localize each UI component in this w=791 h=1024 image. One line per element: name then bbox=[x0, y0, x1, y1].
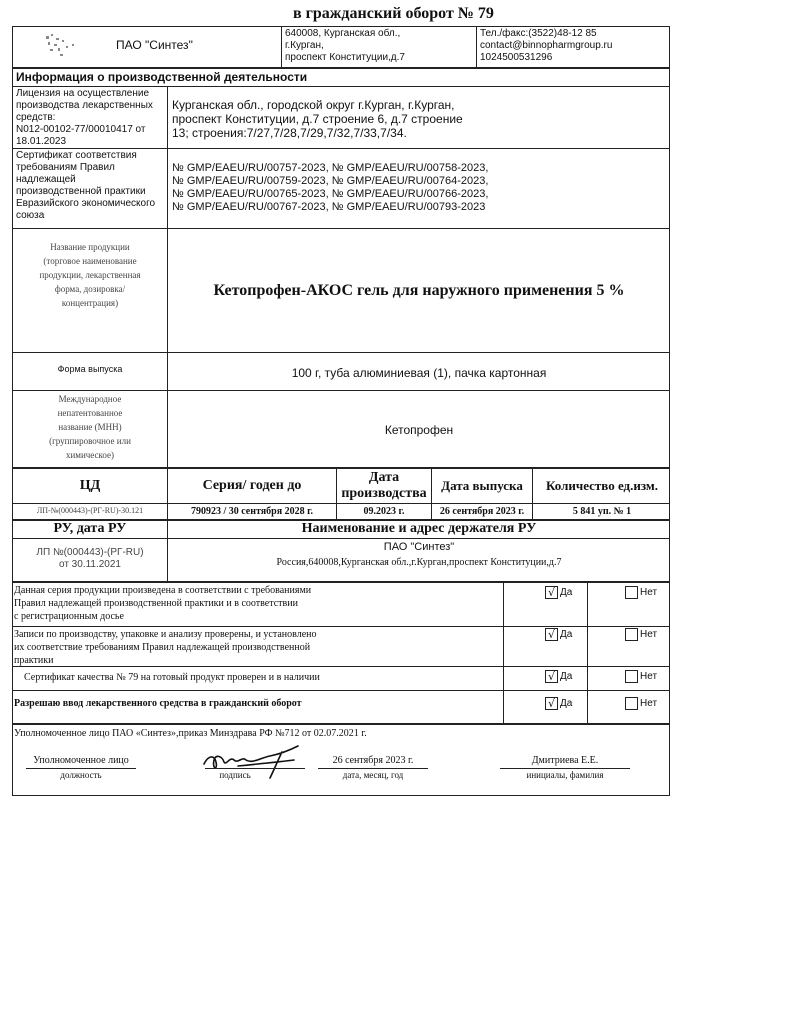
header-production-date: Дата производства bbox=[341, 470, 427, 501]
inn-value: Кетопрофен bbox=[384, 423, 454, 437]
section-title: Информация о производственной деятельности bbox=[16, 70, 308, 84]
cell-release-date: 26 сентября 2023 г. bbox=[439, 506, 525, 517]
gmp-label: Сертификат соответствия требованиям Правил надлежащей производственной практики Евразийского экономического союза bbox=[16, 150, 156, 221]
check-2-text: Записи по производству, упаковке и анализу проверены, и установлено их соответствие требованиям Правил надлежащей производственной практики bbox=[14, 629, 317, 666]
check-4-yes-label: Да bbox=[560, 698, 573, 709]
check-4-no-checkbox[interactable] bbox=[625, 697, 638, 710]
company-name: ПАО "Синтез" bbox=[116, 38, 193, 52]
check-3-yes-checkbox[interactable]: √ bbox=[545, 670, 558, 683]
date-label: дата, месяц, год bbox=[342, 770, 404, 780]
gmp-certificates: № GMP/EAEU/RU/00757-2023, № GMP/EAEU/RU/00758-2023, № GMP/EAEU/RU/00759-2023, № GMP/EAEU/RU/00764-2023, № GMP/EAEU/RU/00765-2023, № GMP/EAEU/RU/00766-2023, № GMP/EAEU/RU/00767-2023, № GMP/EAEU/RU/00793-2023 bbox=[172, 162, 489, 213]
holder-name: ПАО "Синтез" bbox=[383, 541, 455, 553]
form-label: Форма выпуска bbox=[57, 364, 123, 374]
check-2-yes-label: Да bbox=[560, 629, 573, 640]
date-value: 26 сентября 2023 г. bbox=[332, 755, 414, 766]
position-label: должность bbox=[60, 770, 102, 780]
name-value: Дмитриева Е.Е. bbox=[531, 755, 599, 766]
check-3-no-checkbox[interactable] bbox=[625, 670, 638, 683]
check-1-yes-checkbox[interactable]: √ bbox=[545, 586, 558, 599]
check-2-yes-checkbox[interactable]: √ bbox=[545, 628, 558, 641]
license-label: Лицензия на осуществление производства лекарственных средств: N012-00102-77/00010417 от 18.01.2023 bbox=[16, 88, 153, 147]
check-2-no-label: Нет bbox=[640, 629, 658, 640]
product-name-label: Название продукции (торговое наименование продукции, лекарственная форма, дозировка/ концентрация) bbox=[39, 242, 141, 308]
cell-series: 790923 / 30 сентября 2028 г. bbox=[190, 506, 314, 517]
check-3-text: Сертификат качества № 79 на готовый продукт проверен и в наличии bbox=[24, 672, 320, 683]
check-3-yes-label: Да bbox=[560, 671, 573, 682]
inn-label: Международное непатентованное название (МНН) (группировочное или химическое) bbox=[49, 394, 131, 460]
check-4-text: Разрешаю ввод лекарственного средства в гражданский оборот bbox=[14, 698, 302, 709]
check-1-no-checkbox[interactable] bbox=[625, 586, 638, 599]
authorized-line: Уполномоченное лицо ПАО «Синтез»,приказ Минздрава РФ №712 от 02.07.2021 г. bbox=[14, 728, 367, 739]
company-address: 640008, Курганская обл., г.Курган, проспект Конституции,д.7 bbox=[285, 28, 405, 63]
header-release-date: Дата выпуска bbox=[441, 478, 523, 493]
header-quantity: Количество ед.изм. bbox=[545, 478, 659, 493]
cell-production-date: 09.2023 г. bbox=[363, 506, 405, 517]
ru-header: РУ, дата РУ bbox=[53, 521, 127, 536]
form-value: 100 г, туба алюминиевая (1), пачка картонная bbox=[291, 366, 547, 380]
check-1-no-label: Нет bbox=[640, 587, 658, 598]
holder-address: Россия,640008,Курганская обл.,г.Курган,проспект Конституции,д.7 bbox=[276, 557, 562, 568]
license-value: Курганская обл., городской округ г.Курган, г.Курган, проспект Конституции, д.7 строение 6, д.7 строение 13; строения:7/27,7/28,7/29,7/32,7/33,7/34. bbox=[172, 98, 463, 140]
ru-value: ЛП №(000443)-(РГ-RU) от 30.11.2021 bbox=[36, 547, 144, 570]
header-cd: ЦД bbox=[79, 478, 101, 493]
name-label: инициалы, фамилия bbox=[526, 770, 604, 780]
position-value: Уполномоченное лицо bbox=[33, 755, 129, 766]
check-1-yes-label: Да bbox=[560, 587, 573, 598]
product-name: Кетопрофен-АКОС гель для наружного применения 5 % bbox=[213, 282, 625, 299]
check-4-yes-checkbox[interactable]: √ bbox=[545, 697, 558, 710]
company-contacts: Тел./факс:(3522)48-12 85 contact@binnopharmgroup.ru 1024500531296 bbox=[480, 28, 613, 63]
cell-quantity: 5 841 уп. № 1 bbox=[572, 506, 632, 517]
holder-header: Наименование и адрес держателя РУ bbox=[301, 521, 537, 536]
check-4-no-label: Нет bbox=[640, 698, 658, 709]
signature-label: подпись bbox=[219, 770, 251, 780]
check-3-no-label: Нет bbox=[640, 671, 658, 682]
company-logo bbox=[42, 30, 102, 62]
document-title: в гражданский оборот № 79 bbox=[293, 5, 494, 22]
check-1-text: Данная серия продукции произведена в соответствии с требованиями Правил надлежащей производственной практики и в соответствии с регистрационным досье bbox=[14, 585, 312, 622]
cell-cd: ЛП-№(000443)-(РГ-RU)-30.121 bbox=[36, 506, 144, 515]
header-series: Серия/ годен до bbox=[202, 478, 302, 493]
check-2-no-checkbox[interactable] bbox=[625, 628, 638, 641]
